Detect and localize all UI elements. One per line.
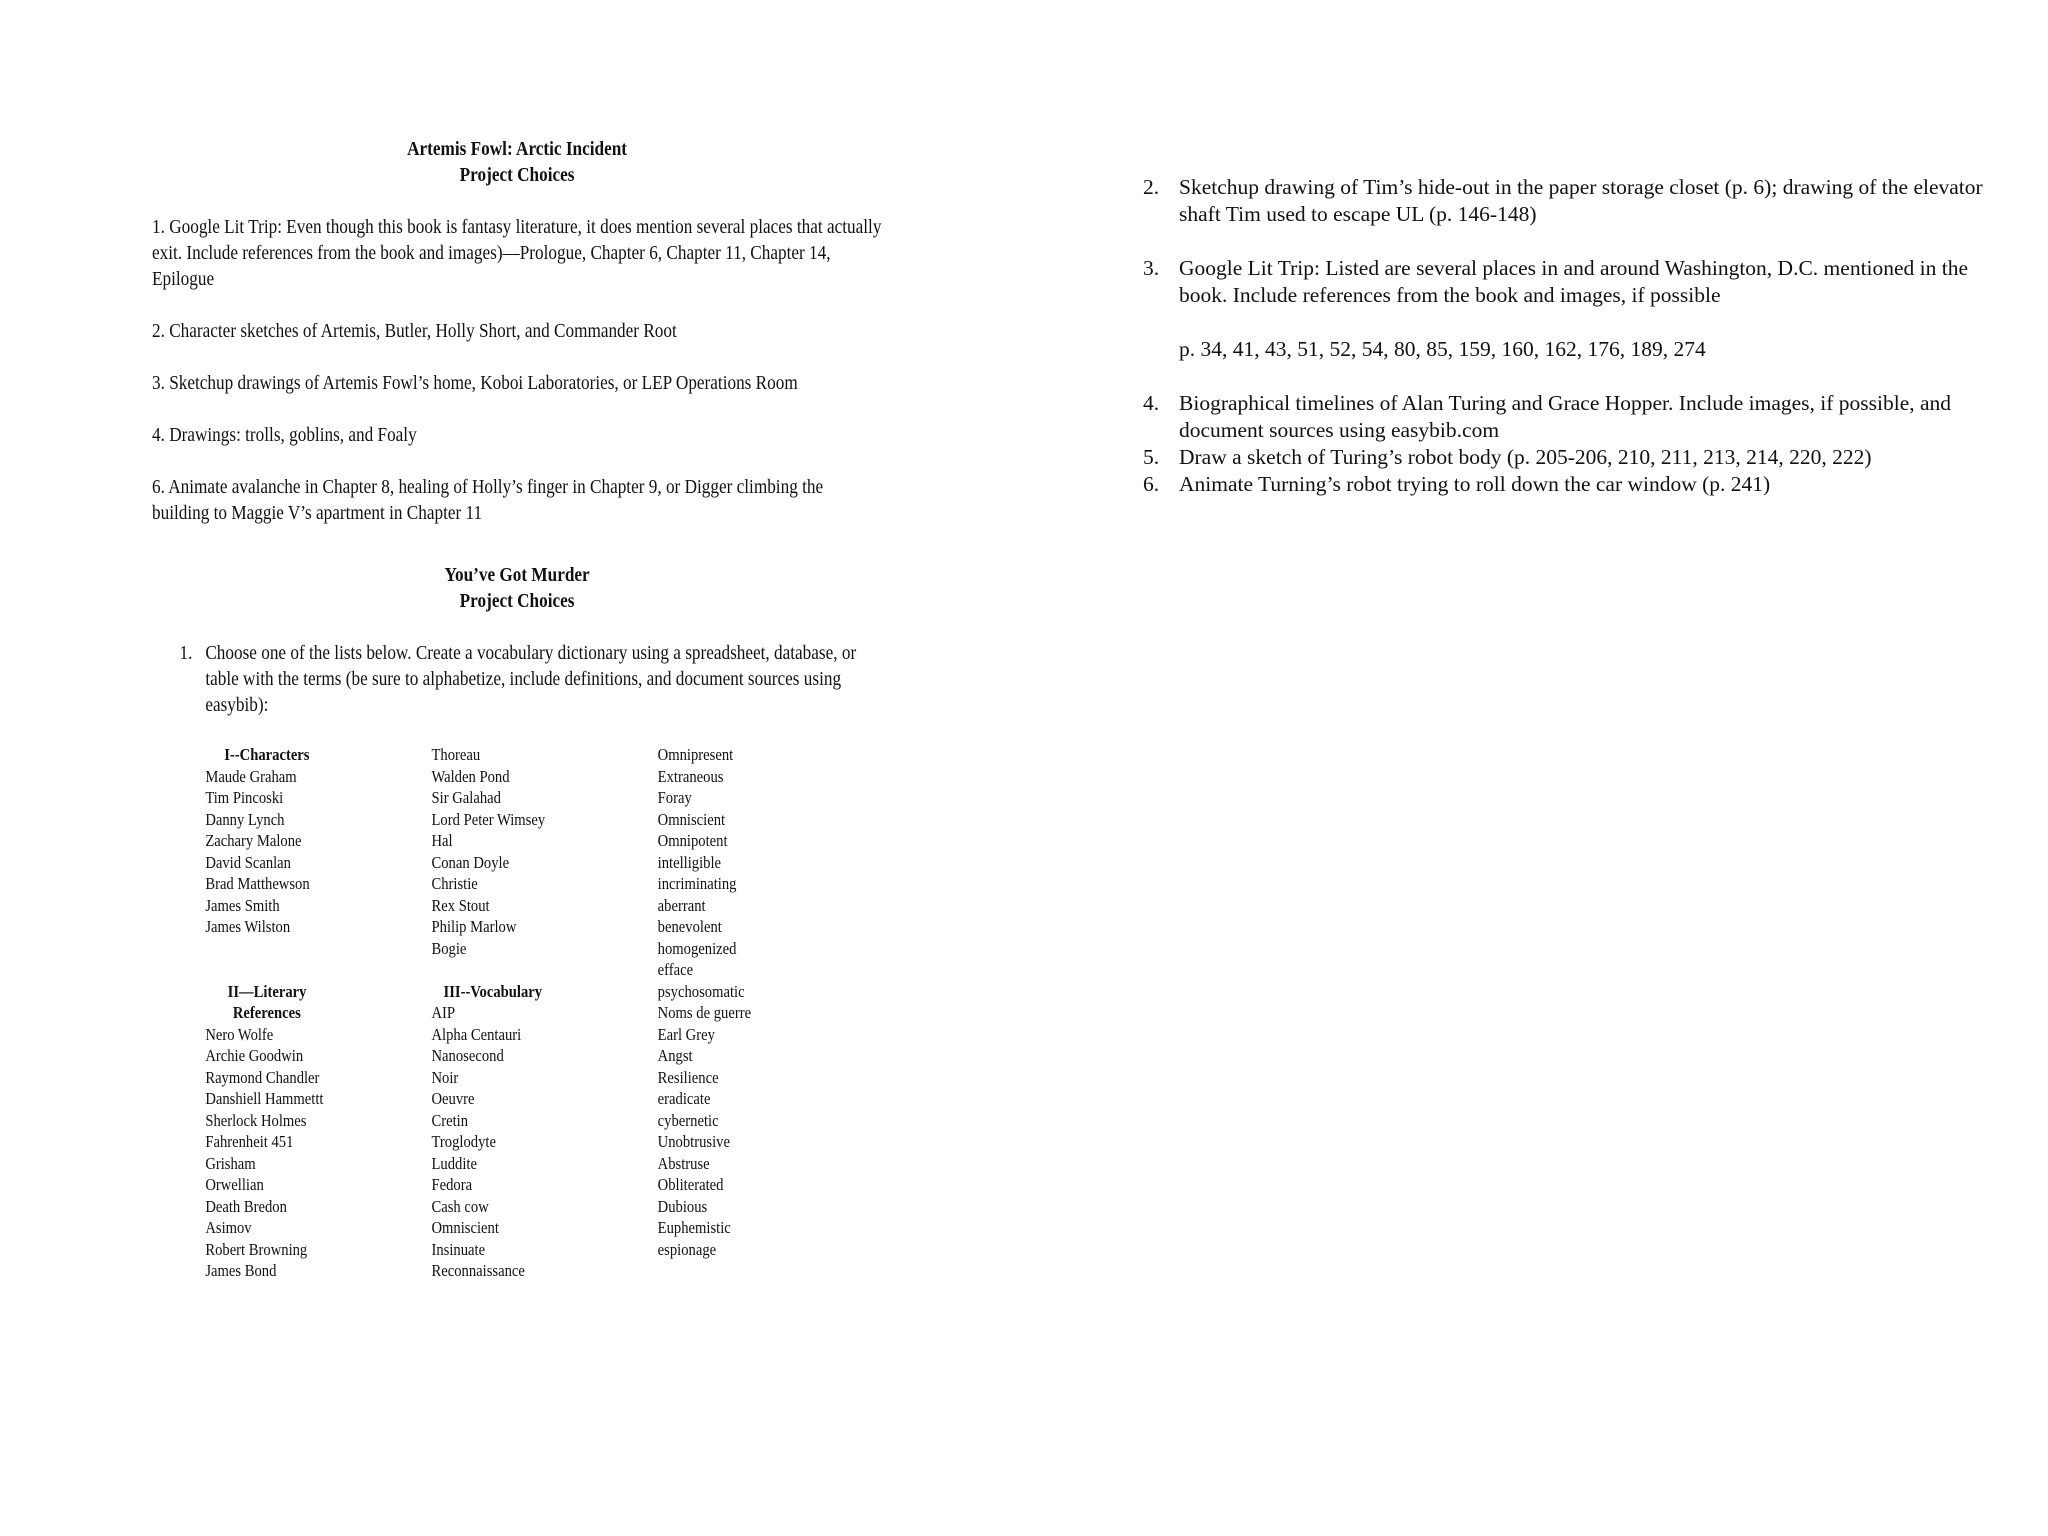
term: Archie Goodwin: [205, 1046, 304, 1065]
artemis-item: 3. Sketchup drawings of Artemis Fowl’s home, Koboi Laboratories, or LEP Operations Room: [152, 372, 798, 394]
term: Hal: [431, 831, 453, 850]
murder-title: You’ve Got Murder: [444, 564, 590, 586]
item-text: Sketchup drawing of Tim’s hide-out in the paper storage closet (p. 6); drawing of the elevator shaft Tim used to escape UL (p. 146-148): [1179, 175, 1983, 226]
term: Asimov: [205, 1218, 252, 1237]
item-number: 6.: [1143, 472, 1160, 496]
term: Omniscient: [431, 1218, 499, 1237]
term: Danny Lynch: [205, 809, 285, 829]
term: David Scanlan: [205, 852, 291, 872]
term: Oeuvre: [431, 1089, 475, 1108]
artemis-item: 1. Google Lit Trip: Even though this book is fantasy literature, it does mention several places that actually exit. Include references from the book and images)—Prologue, Chapter 6, Chapter 11, Chapter 14, Epilogue: [152, 216, 882, 290]
artemis-item: 2. Character sketches of Artemis, Butler, Holly Short, and Commander Root: [152, 320, 677, 342]
artemis-subtitle: Project Choices: [459, 164, 575, 186]
term: Thoreau: [431, 745, 481, 764]
murder-item-1: [180, 640, 883, 718]
murder-subtitle: Project Choices: [459, 590, 575, 612]
list-item: [1143, 471, 1993, 498]
term: Raymond Chandler: [205, 1067, 320, 1087]
characters-heading: I--Characters: [224, 745, 310, 764]
term: Luddite: [431, 1153, 477, 1173]
item-text: Animate Turning’s robot trying to roll down the car window (p. 241): [1179, 472, 1771, 496]
term: Nanosecond: [431, 1046, 504, 1065]
item-number: 3.: [1143, 256, 1160, 280]
item-number: 5.: [1143, 445, 1160, 469]
term: Maude Graham: [205, 766, 297, 786]
term: Fahrenheit 451: [205, 1132, 294, 1151]
term: Zachary Malone: [205, 831, 302, 850]
term: Bogie: [431, 938, 467, 958]
term: Cretin: [431, 1110, 469, 1130]
term: Sir Galahad: [431, 788, 501, 807]
vocab-column-1: [205, 744, 420, 1282]
term: Unobtrusive: [657, 1132, 730, 1151]
term: intelligible: [657, 852, 722, 872]
artemis-item: 6. Animate avalanche in Chapter 8, healing of Holly’s finger in Chapter 9, or Digger climbing the building to Maggie V’s apartment in Chapter 11: [152, 476, 824, 524]
term: Rex Stout: [431, 895, 490, 915]
term: Noms de guerre: [657, 1003, 752, 1022]
term: incriminating: [657, 874, 737, 893]
artemis-section: [152, 136, 882, 526]
term: Obliterated: [657, 1175, 724, 1194]
term: Christie: [431, 874, 478, 893]
term: efface: [657, 960, 694, 979]
term: cybernetic: [657, 1110, 719, 1130]
term: psychosomatic: [657, 981, 745, 1001]
term: Nero Wolfe: [205, 1024, 274, 1044]
vocabulary-heading: III--Vocabulary: [443, 981, 543, 1001]
item-number: 2.: [1143, 175, 1160, 199]
literary-heading: II—Literary: [227, 981, 307, 1001]
list-item: [1143, 255, 1993, 309]
item-text: Choose one of the lists below. Create a vocabulary dictionary using a spreadsheet, database, or table with the terms (be sure to alphabetize, include definitions, and document sources using easybib):: [205, 642, 857, 716]
term: Conan Doyle: [431, 852, 510, 872]
term: Orwellian: [205, 1175, 264, 1194]
term: James Smith: [205, 895, 280, 915]
term: Dubious: [657, 1196, 708, 1216]
term: Fedora: [431, 1175, 473, 1194]
term: Abstruse: [657, 1153, 710, 1173]
term: benevolent: [657, 917, 722, 936]
term: Angst: [657, 1046, 693, 1065]
artemis-item: 4. Drawings: trolls, goblins, and Foaly: [152, 424, 417, 446]
vocab-column-2: [432, 744, 647, 1282]
term: Noir: [431, 1067, 459, 1087]
vocabulary-columns: [205, 744, 882, 1304]
term: Danshiell Hammettt: [205, 1089, 324, 1108]
literary-heading-line2: References: [232, 1003, 301, 1022]
term: James Wilston: [205, 917, 291, 936]
term: Reconnaissance: [431, 1261, 525, 1280]
list-item: [1143, 174, 1993, 228]
item-text: Draw a sketch of Turing’s robot body (p. 205-206, 210, 211, 213, 214, 220, 222): [1179, 445, 1872, 469]
term: Sherlock Holmes: [205, 1110, 307, 1130]
term: James Bond: [205, 1261, 277, 1280]
right-column: [1143, 174, 1993, 498]
term: Omnipresent: [657, 745, 734, 764]
term: espionage: [657, 1239, 717, 1259]
term: Earl Grey: [657, 1024, 715, 1044]
list-item: [1143, 444, 1993, 471]
term: Insinuate: [431, 1239, 486, 1259]
artemis-title: Artemis Fowl: Arctic Incident: [407, 138, 628, 160]
term: Tim Pincoski: [205, 788, 284, 807]
term: Philip Marlow: [431, 917, 517, 936]
term: Cash cow: [431, 1196, 489, 1216]
term: Robert Browning: [205, 1239, 308, 1259]
term: Resilience: [657, 1067, 719, 1087]
term: homogenized: [657, 938, 737, 958]
list-item: [1143, 390, 1993, 444]
term: Grisham: [205, 1153, 256, 1173]
item-text: Google Lit Trip: Listed are several places in and around Washington, D.C. mentioned in the book. Include references from the book and images, if possible: [1179, 256, 1969, 307]
term: AIP: [431, 1003, 456, 1022]
murder-section: [152, 562, 882, 1304]
term: Brad Matthewson: [205, 874, 310, 893]
term: Euphemistic: [657, 1218, 731, 1237]
term: Alpha Centauri: [431, 1024, 522, 1044]
left-column: [152, 136, 882, 1304]
page-references: p. 34, 41, 43, 51, 52, 54, 80, 85, 159, 160, 162, 176, 189, 274: [1179, 337, 1706, 361]
term: Omnipotent: [657, 831, 728, 850]
item-number: 4.: [1143, 391, 1160, 415]
term: Troglodyte: [431, 1132, 496, 1151]
term: Death Bredon: [205, 1196, 287, 1216]
item-number: 1.: [179, 642, 193, 664]
term: eradicate: [657, 1089, 711, 1108]
item-text: Biographical timelines of Alan Turing and Grace Hopper. Include images, if possible, and document sources using easybib.com: [1179, 391, 1952, 442]
term: aberrant: [657, 895, 706, 915]
term: Foray: [657, 788, 692, 807]
term: Extraneous: [657, 766, 724, 786]
term: Lord Peter Wimsey: [431, 809, 546, 829]
term: Omniscient: [657, 809, 726, 829]
term: Walden Pond: [431, 766, 510, 786]
vocab-column-3: [658, 744, 873, 1260]
